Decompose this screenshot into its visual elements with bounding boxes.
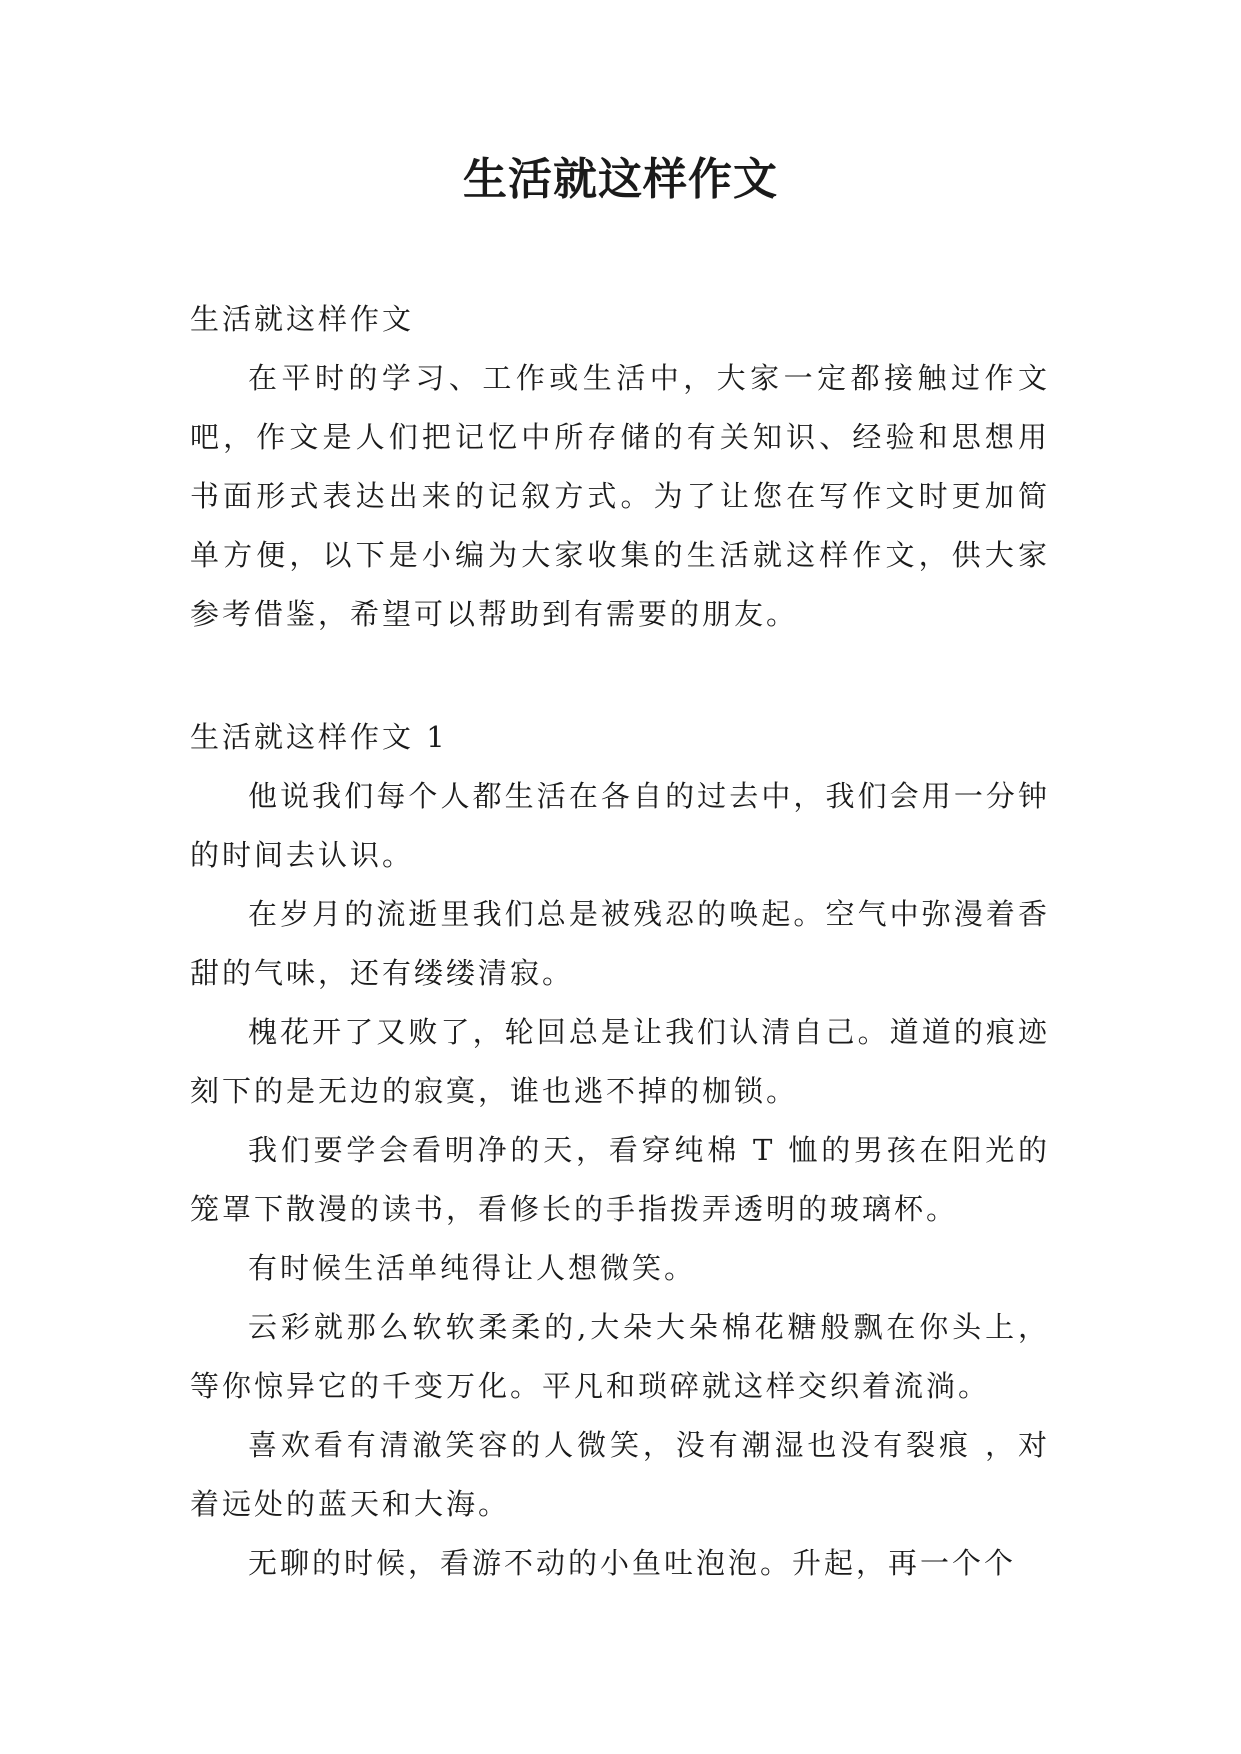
document-title: 生活就这样作文 xyxy=(463,154,778,205)
paragraph: 槐花开了又败了，轮回总是让我们认清自己。道道的痕迹刻下的是无边的寂寞，谁也逃不掉的枷锁。 xyxy=(190,1015,1050,1108)
intro-heading: 生活就这样作文 xyxy=(190,302,415,336)
paragraph: 我们要学会看明净的天，看穿纯棉 T 恤的男孩在阳光的笼罩下散漫的读书，看修长的手指拨弄透明的玻璃杯。 xyxy=(190,1133,1050,1226)
document-body xyxy=(190,290,1050,1593)
intro-paragraph: 在平时的学习、工作或生活中，大家一定都接触过作文吧，作文是人们把记忆中所存储的有关知识、经验和思想用书面形式表达出来的记叙方式。为了让您在写作文时更加简单方便，以下是小编为大家收集的生活就这样作文，供大家参考借鉴，希望可以帮助到有需要的朋友。 xyxy=(190,361,1050,631)
paragraph: 有时候生活单纯得让人想微笑。 xyxy=(248,1251,697,1285)
paragraph: 在岁月的流逝里我们总是被残忍的唤起。空气中弥漫着香甜的气味，还有缕缕清寂。 xyxy=(190,897,1050,990)
paragraph: 喜欢看有清澈笑容的人微笑，没有潮湿也没有裂痕 ，对着远处的蓝天和大海。 xyxy=(190,1428,1050,1521)
paragraph: 他说我们每个人都生活在各自的过去中，我们会用一分钟的时间去认识。 xyxy=(190,779,1050,872)
paragraph: 云彩就那么软软柔柔的,大朵大朵棉花糖般飘在你头上，等你惊异它的千变万化。平凡和琐碎就这样交织着流淌。 xyxy=(190,1310,1050,1403)
section-spacer xyxy=(190,644,1050,708)
section-heading: 生活就这样作文 1 xyxy=(190,720,448,754)
paragraph: 无聊的时候，看游不动的小鱼吐泡泡。升起，再一个个 xyxy=(248,1546,1017,1580)
